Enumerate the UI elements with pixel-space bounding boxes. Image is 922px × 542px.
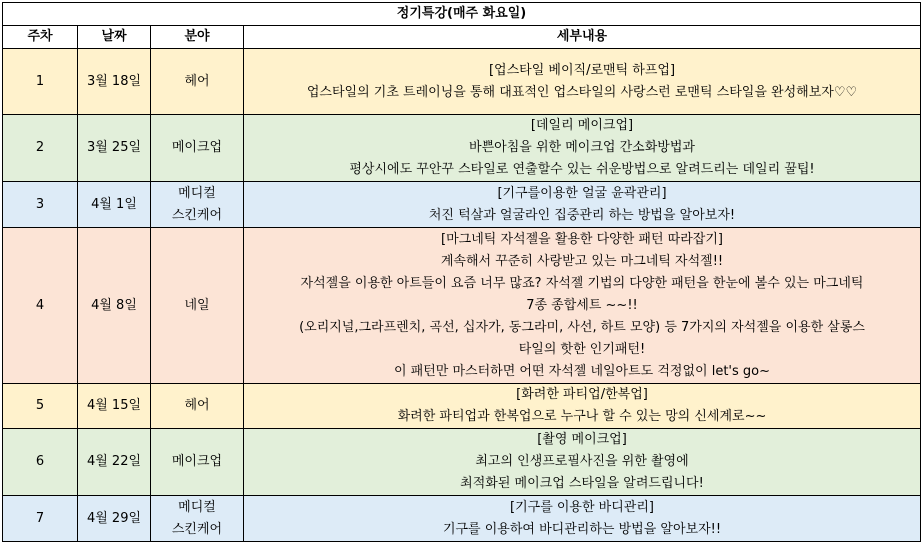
field-cell <box>151 49 244 115</box>
detail-line: (오리지널,그라프렌치, 곡선, 십자가, 동그라미, 사선, 하트 모양) 등 7가지의 자석젤을 이용한 살롱스 <box>299 319 865 335</box>
date-cell: 4월 29일 <box>78 496 151 542</box>
detail-line: 타일의 핫한 인기패턴! <box>518 341 646 357</box>
field-cell <box>151 384 244 429</box>
detail-cell <box>244 182 921 228</box>
date-cell: 4월 15일 <box>78 384 151 429</box>
detail-line: 이 패턴만 마스터하면 어떤 자석젤 네일아트도 걱정없이 let's go~ <box>393 363 771 379</box>
detail-line: 처진 턱살과 얼굴라인 집중관리 하는 방법을 알아보자! <box>428 207 736 223</box>
week-cell: 1 <box>3 49 78 115</box>
field-line: 헤어 <box>184 398 210 413</box>
table-row <box>3 496 921 542</box>
header-field: 분야 <box>151 26 244 49</box>
field-line: 네일 <box>184 297 210 313</box>
detail-heading: [기구를 이용한 바디관리] <box>510 499 654 515</box>
week-cell: 4 <box>3 228 78 384</box>
week-cell: 2 <box>3 115 78 182</box>
detail-heading: [촬영 메이크업] <box>537 432 627 447</box>
field-line: 스킨케어 <box>171 207 223 223</box>
date-cell: 4월 1일 <box>78 182 151 228</box>
date-cell: 4월 8일 <box>78 228 151 384</box>
date-cell: 4월 22일 <box>78 429 151 496</box>
detail-cell <box>244 49 921 115</box>
detail-line: 기구를 이용하여 바디관리하는 방법을 알아보자!! <box>442 521 722 537</box>
header-detail: 세부내용 <box>244 26 921 49</box>
week-cell: 7 <box>3 496 78 542</box>
detail-line: 최고의 인생프로필사진을 위한 촬영에 <box>475 454 689 469</box>
detail-heading: [데일리 메이크업] <box>530 118 634 133</box>
field-cell <box>151 496 244 542</box>
table-header-row <box>3 26 921 49</box>
header-date: 날짜 <box>78 26 151 49</box>
field-cell <box>151 429 244 496</box>
detail-line: 화려한 파티업과 한복업으로 누구나 할 수 있는 망의 신세계로~~ <box>397 409 767 424</box>
detail-line: 7종 종합세트 ~~!! <box>526 297 638 313</box>
table-title: 정기특강(매주 화요일) <box>3 3 921 26</box>
field-line: 스킨케어 <box>171 521 223 537</box>
table-row <box>3 182 921 228</box>
table-row <box>3 228 921 384</box>
detail-line: 평상시에도 꾸안꾸 스타일로 연출할수 있는 쉬운방법으로 알려드리는 데일리 꿀팁! <box>349 162 815 177</box>
detail-cell <box>244 384 921 429</box>
detail-cell <box>244 496 921 542</box>
field-line: 헤어 <box>184 73 210 89</box>
lecture-schedule-table <box>2 2 921 542</box>
field-cell <box>151 228 244 384</box>
detail-cell <box>244 115 921 182</box>
field-cell <box>151 182 244 228</box>
date-cell: 3월 18일 <box>78 49 151 115</box>
table-row <box>3 429 921 496</box>
detail-heading: [화려한 파티업/한복업] <box>516 387 648 402</box>
field-line: 메디컬 <box>178 499 216 515</box>
detail-cell <box>244 228 921 384</box>
detail-line: 계속해서 꾸준히 사랑받고 있는 마그네틱 자석젤!! <box>440 253 724 269</box>
detail-heading: [마그네틱 자석젤을 활용한 다양한 패턴 따라잡기] <box>441 231 723 247</box>
detail-heading: [업스타일 베이직/로맨틱 하프업] <box>488 62 676 78</box>
field-line: 메디컬 <box>178 185 216 201</box>
table-row <box>3 49 921 115</box>
detail-cell <box>244 429 921 496</box>
week-cell: 6 <box>3 429 78 496</box>
week-cell: 3 <box>3 182 78 228</box>
field-line: 메이크업 <box>171 140 223 155</box>
table-row <box>3 384 921 429</box>
date-cell: 3월 25일 <box>78 115 151 182</box>
week-cell: 5 <box>3 384 78 429</box>
detail-line: 업스타일의 기초 트레이닝을 통해 대표적인 업스타일의 사랑스런 로맨틱 스타일을 완성해보자♡♡ <box>306 84 858 100</box>
table-row <box>3 115 921 182</box>
detail-line: 자석젤을 이용한 아트들이 요즘 너무 많죠? 자석젤 기법의 다양한 패턴을 한눈에 볼수 있는 마그네틱 <box>300 275 864 291</box>
table-title-row <box>3 3 921 26</box>
detail-line: 바쁜아침을 위한 메이크업 간소화방법과 <box>469 140 695 155</box>
field-cell <box>151 115 244 182</box>
detail-heading: [기구를이용한 얼굴 윤곽관리] <box>497 185 667 201</box>
detail-line: 최적화된 메이크업 스타일을 알려드립니다! <box>460 476 704 491</box>
header-week: 주차 <box>3 26 78 49</box>
field-line: 메이크업 <box>171 454 223 469</box>
